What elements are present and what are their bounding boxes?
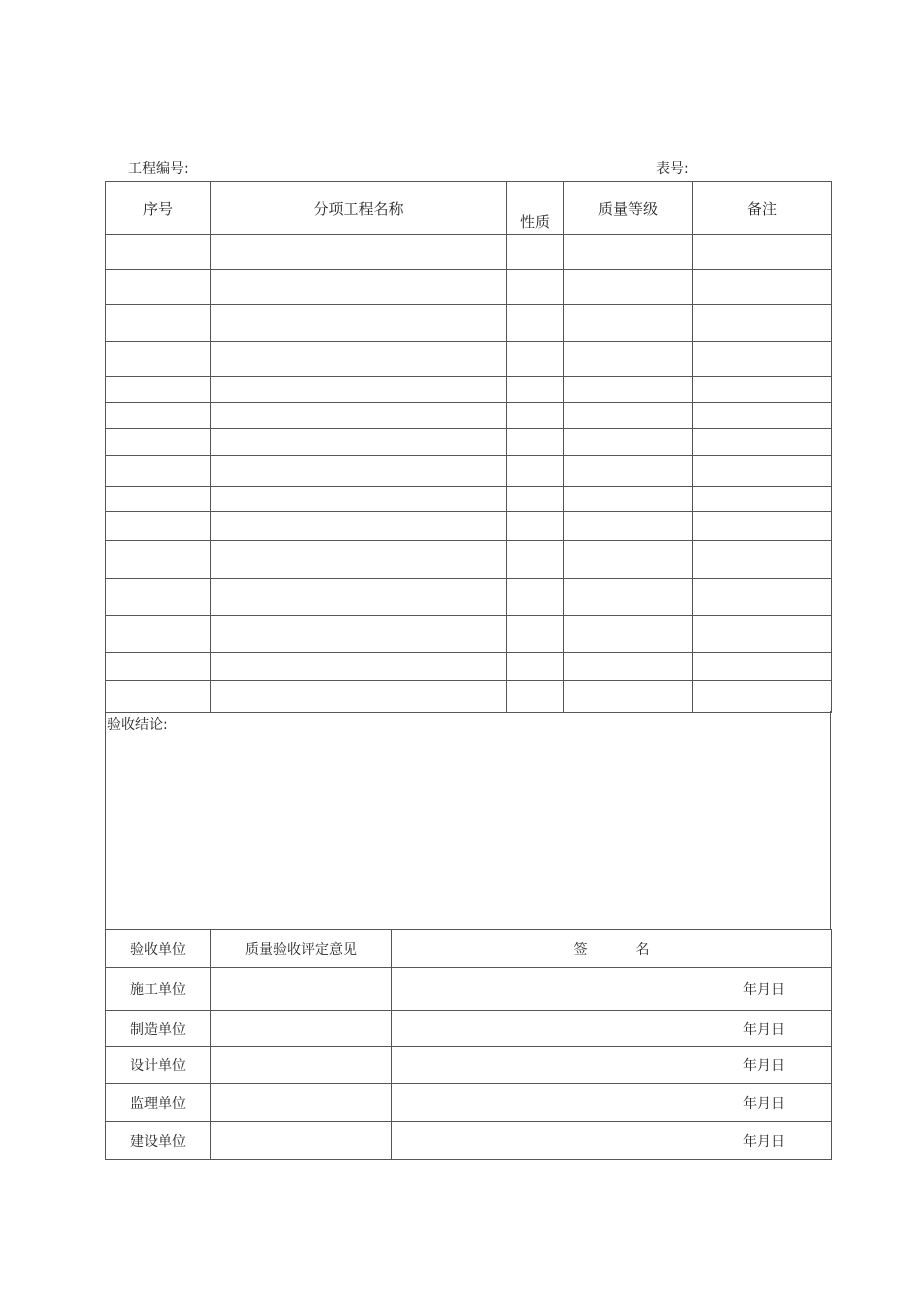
name-cell[interactable] [211,616,507,653]
nature-cell[interactable] [507,541,564,579]
table-row [106,403,832,429]
unit-label: 制造单位 [106,1011,211,1047]
grade-cell[interactable] [564,429,693,456]
col-header-remark: 备注 [693,182,832,235]
seq-cell[interactable] [106,579,211,616]
opinion-cell[interactable] [211,968,392,1011]
nature-cell[interactable] [507,270,564,305]
unit-label: 设计单位 [106,1047,211,1084]
col-header-nature: 性质 [507,182,564,235]
date-cell[interactable]: 年月日 [392,1122,832,1160]
remark-cell[interactable] [693,377,832,403]
nature-cell[interactable] [507,403,564,429]
name-cell[interactable] [211,512,507,541]
table-row [106,541,832,579]
nature-cell[interactable] [507,342,564,377]
table-row [106,487,832,512]
name-cell[interactable] [211,653,507,681]
col-header-name: 分项工程名称 [211,182,507,235]
table-row [106,377,832,403]
name-cell[interactable] [211,579,507,616]
opinion-cell[interactable] [211,1084,392,1122]
table-row [106,579,832,616]
name-cell[interactable] [211,377,507,403]
opinion-cell[interactable] [211,1047,392,1084]
opinion-cell[interactable] [211,1122,392,1160]
seq-cell[interactable] [106,487,211,512]
grade-cell[interactable] [564,681,693,713]
grade-cell[interactable] [564,487,693,512]
seq-cell[interactable] [106,235,211,270]
grade-cell[interactable] [564,305,693,342]
col-header-signature [392,930,832,968]
sign-row [106,1047,832,1084]
name-cell[interactable] [211,403,507,429]
grade-cell[interactable] [564,403,693,429]
grade-cell[interactable] [564,541,693,579]
table-row [106,616,832,653]
remark-cell[interactable] [693,403,832,429]
nature-cell[interactable] [507,377,564,403]
nature-cell[interactable] [507,305,564,342]
remark-cell[interactable] [693,653,832,681]
remark-cell[interactable] [693,487,832,512]
sign-row [106,1122,832,1160]
remark-cell[interactable] [693,270,832,305]
form-number-label: 表号: [656,161,689,177]
grade-cell[interactable] [564,377,693,403]
nature-cell[interactable] [507,235,564,270]
table-row [106,429,832,456]
seq-cell[interactable] [106,305,211,342]
items-table [105,181,832,713]
grade-cell[interactable] [564,456,693,487]
seq-cell[interactable] [106,377,211,403]
nature-cell[interactable] [507,512,564,541]
remark-cell[interactable] [693,616,832,653]
conclusion-label: 验收结论: [107,717,168,733]
seq-cell[interactable] [106,403,211,429]
remark-cell[interactable] [693,512,832,541]
table-row [106,456,832,487]
project-number-label: 工程编号: [128,161,189,177]
signature-label-1: 签 [573,941,588,958]
grade-cell[interactable] [564,579,693,616]
grade-cell[interactable] [564,616,693,653]
nature-cell[interactable] [507,429,564,456]
seq-cell[interactable] [106,616,211,653]
date-cell[interactable]: 年月日 [392,1011,832,1047]
nature-cell[interactable] [507,653,564,681]
grade-cell[interactable] [564,235,693,270]
seq-cell[interactable] [106,429,211,456]
unit-label: 建设单位 [106,1122,211,1160]
table-row [106,235,832,270]
nature-cell[interactable] [507,616,564,653]
remark-cell[interactable] [693,235,832,270]
col-header-unit: 验收单位 [106,930,211,968]
opinion-cell[interactable] [211,1011,392,1047]
sign-table-header [106,930,832,968]
seq-cell[interactable] [106,270,211,305]
name-cell[interactable] [211,235,507,270]
name-cell[interactable] [211,541,507,579]
seq-cell[interactable] [106,681,211,713]
remark-cell[interactable] [693,681,832,713]
nature-cell[interactable] [507,456,564,487]
sign-row [106,968,832,1011]
remark-cell[interactable] [693,305,832,342]
seq-cell[interactable] [106,456,211,487]
grade-cell[interactable] [564,653,693,681]
unit-label: 监理单位 [106,1084,211,1122]
col-header-grade: 质量等级 [564,182,693,235]
nature-cell[interactable] [507,487,564,512]
grade-cell[interactable] [564,342,693,377]
col-header-seq: 序号 [106,182,211,235]
remark-cell[interactable] [693,579,832,616]
table-row [106,342,832,377]
unit-label: 施工单位 [106,968,211,1011]
grade-cell[interactable] [564,270,693,305]
table-row [106,653,832,681]
grade-cell[interactable] [564,512,693,541]
seq-cell[interactable] [106,541,211,579]
name-cell[interactable] [211,429,507,456]
date-cell[interactable]: 年月日 [392,968,832,1011]
name-cell[interactable] [211,487,507,512]
seq-cell[interactable] [106,653,211,681]
sign-table [105,929,832,1160]
remark-cell[interactable] [693,456,832,487]
table-row [106,512,832,541]
seq-cell[interactable] [106,512,211,541]
signature-label-2: 名 [635,941,650,958]
seq-cell[interactable] [106,342,211,377]
name-cell[interactable] [211,305,507,342]
table-row [106,270,832,305]
nature-cell[interactable] [507,579,564,616]
remark-cell[interactable] [693,429,832,456]
col-header-opinion: 质量验收评定意见 [211,930,392,968]
nature-cell[interactable] [507,681,564,713]
table-row [106,681,832,713]
remark-cell[interactable] [693,541,832,579]
remark-cell[interactable] [693,342,832,377]
name-cell[interactable] [211,681,507,713]
name-cell[interactable] [211,456,507,487]
name-cell[interactable] [211,270,507,305]
sign-row [106,1011,832,1047]
name-cell[interactable] [211,342,507,377]
conclusion-box[interactable] [105,711,831,930]
table-row [106,305,832,342]
sign-row [106,1084,832,1122]
date-cell[interactable]: 年月日 [392,1047,832,1084]
date-cell[interactable]: 年月日 [392,1084,832,1122]
